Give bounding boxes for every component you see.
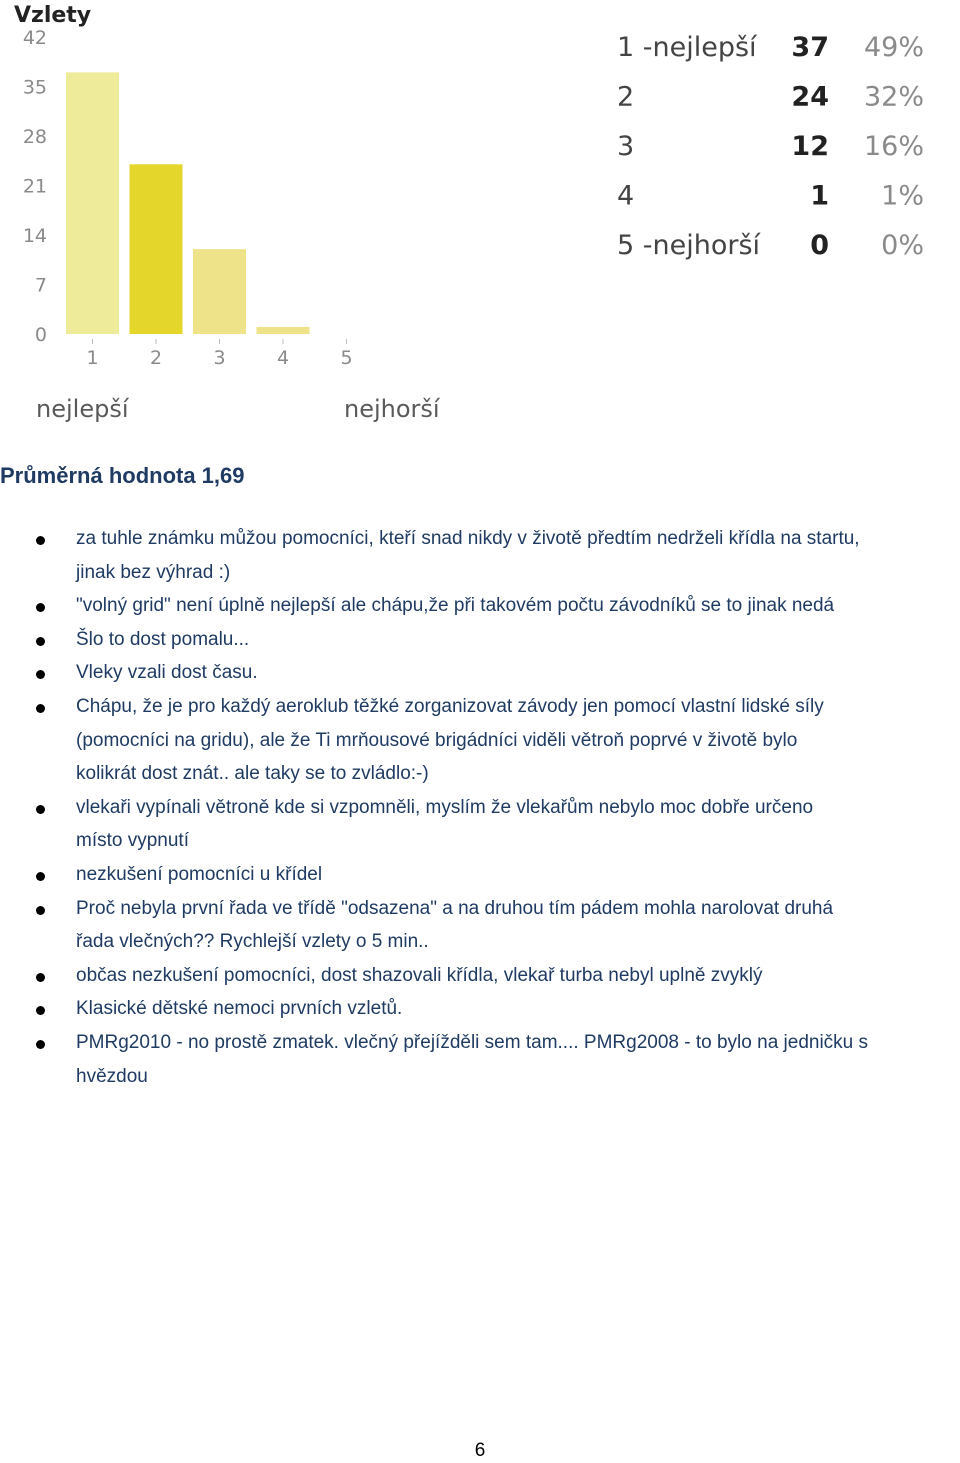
- stat-percent: 0%: [881, 230, 924, 261]
- comment-item: [0, 791, 960, 858]
- stat-label: 5 -nejhorší: [617, 230, 761, 261]
- y-tick-label: 14: [22, 225, 47, 247]
- stat-count: 12: [791, 131, 829, 162]
- comment-item: [0, 858, 960, 892]
- bullet-icon: [36, 637, 45, 646]
- comment-item: [0, 1026, 960, 1093]
- comment-item: [0, 522, 960, 589]
- comment-text: "volný grid" není úplně nejlepší ale chápu,že při takovém počtu závodníků se to jinak nedá: [76, 595, 835, 617]
- stat-count: 24: [791, 81, 829, 113]
- y-tick-label: 42: [22, 27, 47, 49]
- comment-text: nezkušení pomocníci u křídel: [76, 863, 323, 885]
- page-number: 6: [474, 1440, 486, 1461]
- comments-list: [0, 522, 960, 1093]
- comment-item: [0, 589, 960, 623]
- stat-label: 4: [617, 180, 635, 212]
- stat-count: 37: [791, 32, 829, 63]
- y-tick-label: 28: [22, 126, 47, 148]
- comment-text: vlekaři vypínali větroně kde si vzpomněli, myslím že vlekařům nebylo moc dobře určeno místo vypnutí: [76, 796, 814, 852]
- bullet-icon: [36, 1040, 45, 1049]
- x-tick-label: 4: [276, 347, 290, 369]
- bars: [66, 72, 310, 334]
- comment-text: Chápu, že je pro každý aeroklub těžké zorganizovat závody jen pomocí vlastní lidské síly (pomocníci na gridu), ale že Ti mrňousové brigádníci viděli větroň poprvé v životě bylo kolikrát dost znát.. ale taky se to zvládlo:-): [76, 695, 824, 785]
- comment-item: [0, 656, 960, 690]
- stat-percent: 49%: [863, 32, 924, 63]
- comment-item: [0, 992, 960, 1026]
- y-tick-label: 7: [34, 274, 47, 297]
- stat-count: 0: [810, 230, 829, 261]
- comment-text: Klasické dětské nemoci prvních vzletů.: [76, 998, 403, 1020]
- x-tick-label: 1: [86, 347, 99, 369]
- comment-text: Proč nebyla první řada ve třídě "odsazena" a na druhou tím pádem mohla narolovat druhá řada vlečných?? Rychlejší vzlety o 5 min..: [76, 897, 834, 953]
- average-heading: Průměrná hodnota 1,69: [0, 463, 245, 488]
- comment-item: [0, 959, 960, 993]
- axis-label-best: nejlepší: [36, 395, 129, 423]
- stats-table: [617, 32, 924, 261]
- stat-label: 1 -nejlepší: [617, 32, 757, 63]
- stat-label: 3: [617, 131, 635, 162]
- x-tick-label: 5: [340, 347, 353, 369]
- comment-item: [0, 623, 960, 657]
- bullet-icon: [36, 872, 45, 881]
- bar-1: [66, 72, 119, 334]
- x-tick-label: 2: [149, 347, 163, 369]
- stat-percent: 16%: [863, 131, 924, 162]
- axis-label-worst: nejhorší: [344, 395, 440, 423]
- comment-item: [0, 892, 960, 959]
- comment-item: [0, 690, 960, 791]
- bar-4: [257, 327, 310, 334]
- x-axis-ticks: [86, 339, 352, 369]
- comment-text: Šlo to dost pomalu...: [76, 628, 250, 650]
- bullet-icon: [36, 1006, 45, 1015]
- comment-text: PMRg2010 - no prostě zmatek. vlečný přejížděli sem tam.... PMRg2008 - to bylo na jedničku s hvězdou: [76, 1031, 869, 1087]
- bullet-icon: [36, 670, 45, 679]
- bullet-icon: [36, 805, 45, 814]
- bullet-icon: [36, 704, 45, 713]
- stat-count: 1: [810, 180, 829, 212]
- bar-3: [193, 249, 246, 334]
- bar-2: [130, 164, 183, 334]
- bullet-icon: [36, 973, 45, 982]
- x-tick-label: 3: [213, 347, 226, 369]
- bullet-icon: [36, 536, 45, 545]
- stat-percent: 1%: [881, 180, 924, 212]
- comment-text: za tuhle známku můžou pomocníci, kteří snad nikdy v životě předtím nedrželi křídla na startu, jinak bez výhrad :): [76, 528, 860, 583]
- comment-text: Vleky vzali dost času.: [76, 662, 258, 684]
- bullet-icon: [36, 603, 45, 612]
- y-tick-label: 35: [22, 76, 47, 99]
- comment-text: občas nezkušení pomocníci, dost shazovali křídla, vlekař turba nebyl uplně zvyklý: [76, 964, 763, 986]
- stat-label: 2: [617, 81, 635, 113]
- y-axis-ticks: [23, 27, 47, 346]
- y-tick-label: 0: [34, 324, 47, 346]
- chart-title: Vzlety: [14, 3, 92, 28]
- y-tick-label: 21: [22, 175, 47, 198]
- bullet-icon: [36, 906, 45, 915]
- survey-chart: [0, 0, 960, 430]
- stat-percent: 32%: [863, 81, 924, 113]
